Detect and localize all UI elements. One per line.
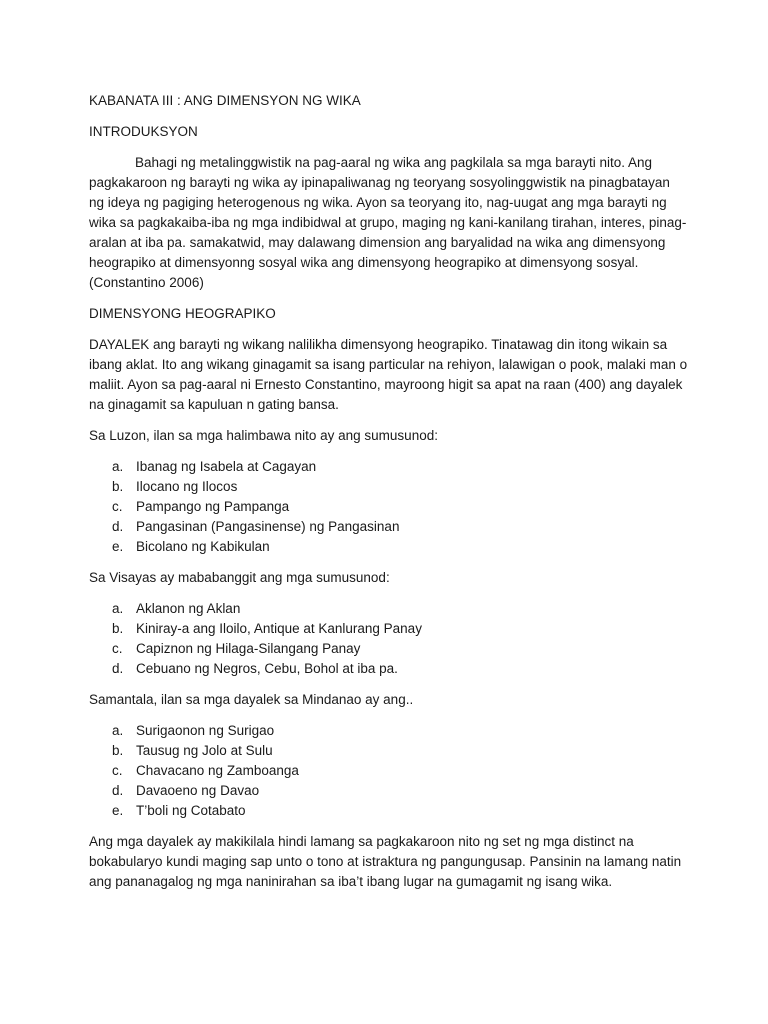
list-item-text: Ibanag ng Isabela at Cagayan xyxy=(136,459,317,474)
list-item-text: Ilocano ng Ilocos xyxy=(136,479,238,494)
list-marker: a. xyxy=(112,723,124,738)
chapter-title: KABANATA III : ANG DIMENSYON NG WIKA xyxy=(89,93,361,108)
list-marker: e. xyxy=(112,803,124,818)
list-item xyxy=(89,537,688,557)
luzon-list xyxy=(89,457,688,557)
list-item xyxy=(89,457,688,477)
list-item xyxy=(89,721,688,741)
mindanao-list xyxy=(89,721,688,821)
list-item-text: Aklanon ng Aklan xyxy=(136,601,241,616)
luzon-intro: Sa Luzon, ilan sa mga halimbawa nito ay ang sumusunod: xyxy=(89,428,438,443)
list-marker: c. xyxy=(112,641,123,656)
list-marker: e. xyxy=(112,539,124,554)
list-item xyxy=(89,639,688,659)
section-heading-introduksyon: INTRODUKSYON xyxy=(89,124,198,139)
list-item-text: Cebuano ng Negros, Cebu, Bohol at iba pa. xyxy=(136,661,398,676)
list-item xyxy=(89,517,688,537)
mindanao-intro: Samantala, ilan sa mga dayalek sa Mindanao ay ang.. xyxy=(89,692,414,707)
list-item-text: Capiznon ng Hilaga-Silangang Panay xyxy=(136,641,361,656)
list-marker: b. xyxy=(112,743,124,758)
list-item-text: Surigaonon ng Surigao xyxy=(136,723,275,738)
list-item xyxy=(89,477,688,497)
list-marker: a. xyxy=(112,601,124,616)
list-item-text: Chavacano ng Zamboanga xyxy=(136,763,299,778)
intro-paragraph: Bahagi ng metalinggwistik na pag-aaral ng wika ang pagkilala sa mga barayti nito. Ang pagkakaroon ng barayti ng wika ay ipinapaliwanag ng teoryang sosyolinggwistik na pinagbatayan ng ideya ng pagiging heterogenous ng wika. Ayon sa teoryang ito, nag-uugat ang mga barayti ng wika sa pagkakaiba-iba ng mga indibidwal at grupo, maging ng kani-kanilang tirahan, interes, pinag-aralan at iba pa. samakatwid, may dalawang dimension ang baryalidad na wika ang dimensyong heograpiko at dimensyonng sosyal wika ang dimensyong heograpiko at dimensyong sosyal. (Constantino 2006) xyxy=(89,155,687,290)
visayas-intro: Sa Visayas ay mababanggit ang mga sumusunod: xyxy=(89,570,390,585)
list-marker: c. xyxy=(112,763,123,778)
list-marker: b. xyxy=(112,479,124,494)
list-item xyxy=(89,801,688,821)
list-marker: c. xyxy=(112,499,123,514)
list-item xyxy=(89,761,688,781)
list-item-text: T’boli ng Cotabato xyxy=(136,803,246,818)
list-item xyxy=(89,619,688,639)
list-marker: d. xyxy=(112,783,124,798)
list-item xyxy=(89,781,688,801)
closing-paragraph: Ang mga dayalek ay makikilala hindi lamang sa pagkakaroon nito ng set ng mga distinct na bokabularyo kundi maging sap unto o tono at istraktura ng pangungusap. Pansinin na lamang natin ang pananagalog ng mga naninirahan sa iba’t ibang lugar na gumagamit ng isang wika. xyxy=(89,834,682,889)
list-item-text: Tausug ng Jolo at Sulu xyxy=(136,743,273,758)
list-item xyxy=(89,741,688,761)
list-item xyxy=(89,599,688,619)
list-item xyxy=(89,659,688,679)
list-item-text: Bicolano ng Kabikulan xyxy=(136,539,270,554)
list-marker: d. xyxy=(112,519,124,534)
list-marker: d. xyxy=(112,661,124,676)
list-marker: a. xyxy=(112,459,124,474)
list-item-text: Kiniray-a ang Iloilo, Antique at Kanlurang Panay xyxy=(136,621,422,636)
list-item-text: Pangasinan (Pangasinense) ng Pangasinan xyxy=(136,519,400,534)
visayas-list xyxy=(89,599,688,679)
list-item xyxy=(89,497,688,517)
list-item-text: Pampango ng Pampanga xyxy=(136,499,290,514)
list-marker: b. xyxy=(112,621,124,636)
section-heading-dimensyong-heograpiko: DIMENSYONG HEOGRAPIKO xyxy=(89,306,276,321)
list-item-text: Davaoeno ng Davao xyxy=(136,783,260,798)
dayalek-paragraph: DAYALEK ang barayti ng wikang nalilikha dimensyong heograpiko. Tinatawag din itong wikain sa ibang aklat. Ito ang wikang ginagamit sa isang particular na rehiyon, lalawigan o pook, malaki man o maliit. Ayon sa pag-aaral ni Ernesto Constantino, mayroong higit sa apat na raan (400) ang dayalek na ginagamit sa kapuluan n gating bansa. xyxy=(89,337,688,412)
